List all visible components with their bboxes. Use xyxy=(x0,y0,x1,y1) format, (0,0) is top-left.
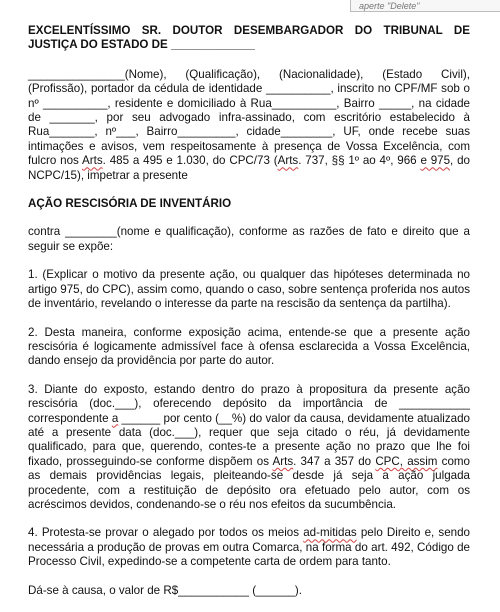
item-3-arts: Arts xyxy=(272,454,294,468)
intro-text-2: . 485 a 495 e 1.030, do CPC/73 ( xyxy=(102,154,278,168)
section-title: AÇÃO RESCISÓRIA DE INVENTÁRIO xyxy=(28,197,232,211)
item-3-text-4: como as demais providências legais, pleiteando-se desde já seja a ação julgada procedente, com a restituição de depósito ora efetuado pelo autor, com os acréscimos devidos, condenando-se o réu nos efeitos da sucumbência. xyxy=(28,454,470,511)
intro-text-1: _______________(Nome), (Qualificação), (Nacionalidade), (Estado Civil), (Profissão), portador da cédula de identidade __________, inscrito no CPF/MF sob o nº __________, residente e domiciliado à Rua__________, Bairro _____, na cidade de _______, por seu advogado infra-assinado, com escritório estabelecido à Rua_______, nº___, Bairro_________, cidade________, UF, onde recebe suas intimações e avisos, vem respeitosamente à presença de Vossa Excelência, com fulcro nos xyxy=(28,67,470,168)
intro-text-3: . 737, §§ 1º ao 4º, 966 xyxy=(298,154,421,168)
item-2-paragraph: 2. Desta maneira, conforme exposição acima, entende-se que a presente ação rescisória é logicamente admissível face à ofensa esclarecida a Vossa Excelência, dando ensejo da providência por parte do autor. xyxy=(28,325,470,368)
contra-text-2: (nome e qualificação), conforme as razões de fato e direito que a seguir se expõe: xyxy=(28,225,470,253)
item-4-paragraph xyxy=(28,526,470,569)
contra-blank: ________ xyxy=(65,225,117,239)
intro-arts-1: Arts xyxy=(82,154,103,168)
intro-e975: e 975 xyxy=(420,154,451,168)
item-1-paragraph: 1. (Explicar o motivo da presente ação, ou qualquer das hipóteses determinada no artigo 975, do CPC), assim como, quando o caso, sobre sentença proferida nos autos de inventário, revelando o interesse da parte na rescisão da sentença da partilha). xyxy=(28,268,470,311)
item-3-squiggle-a: a xyxy=(111,411,119,425)
comment-balloon xyxy=(350,0,500,12)
intro-text-4: , do NCPC/15), impetrar a presente xyxy=(28,154,470,182)
intro-arts-2: Arts xyxy=(277,154,299,168)
closing-line: Dá-se à causa, o valor de R$___________ (______). xyxy=(28,583,302,597)
item-3-text-1: 3. Diante do exposto, estando dentro do prazo à propositura da presente ação rescisória (doc.___), oferecendo depósito da importância de ___________ correspondente xyxy=(28,382,470,425)
item-3-text-2: ______ por cento (__%) do valor da causa, devidamente atualizado até a presente data (doc.___), requer que seja citado o réu, já devidamente qualificado, para que, querendo, contes-te a presente ação no prazo que lhe foi fixado, prosseguindo-se conforme dispõem os xyxy=(28,411,470,468)
contra-text-1: contra xyxy=(28,225,66,239)
item-4-squiggle: ad-mitidas xyxy=(303,526,357,540)
item-4-text-2: pelo Direito e, sendo necessária a produção de provas em outra Comarca, na forma do art. 492, Código de Processo Civil, expedindo-se a competente carta de ordem para tanto. xyxy=(28,526,470,569)
contra-paragraph xyxy=(28,225,470,254)
document-body xyxy=(28,24,470,612)
item-3-text-3: . 347 a 357 do xyxy=(293,454,376,468)
intro-paragraph xyxy=(28,68,470,183)
item-4-text-1: 4. Protesta-se provar o alegado por todos os meios xyxy=(28,526,304,540)
comment-balloon-text: aperte "Delete" xyxy=(359,1,420,11)
item-3-cpc: CPC, assim xyxy=(375,454,438,468)
petition-heading: EXCELENTÍSSIMO SR. DOUTOR DESEMBARGADOR DO TRIBUNAL DE JUSTIÇA DO ESTADO DE _____________ xyxy=(28,24,470,52)
item-3-paragraph xyxy=(28,383,470,513)
